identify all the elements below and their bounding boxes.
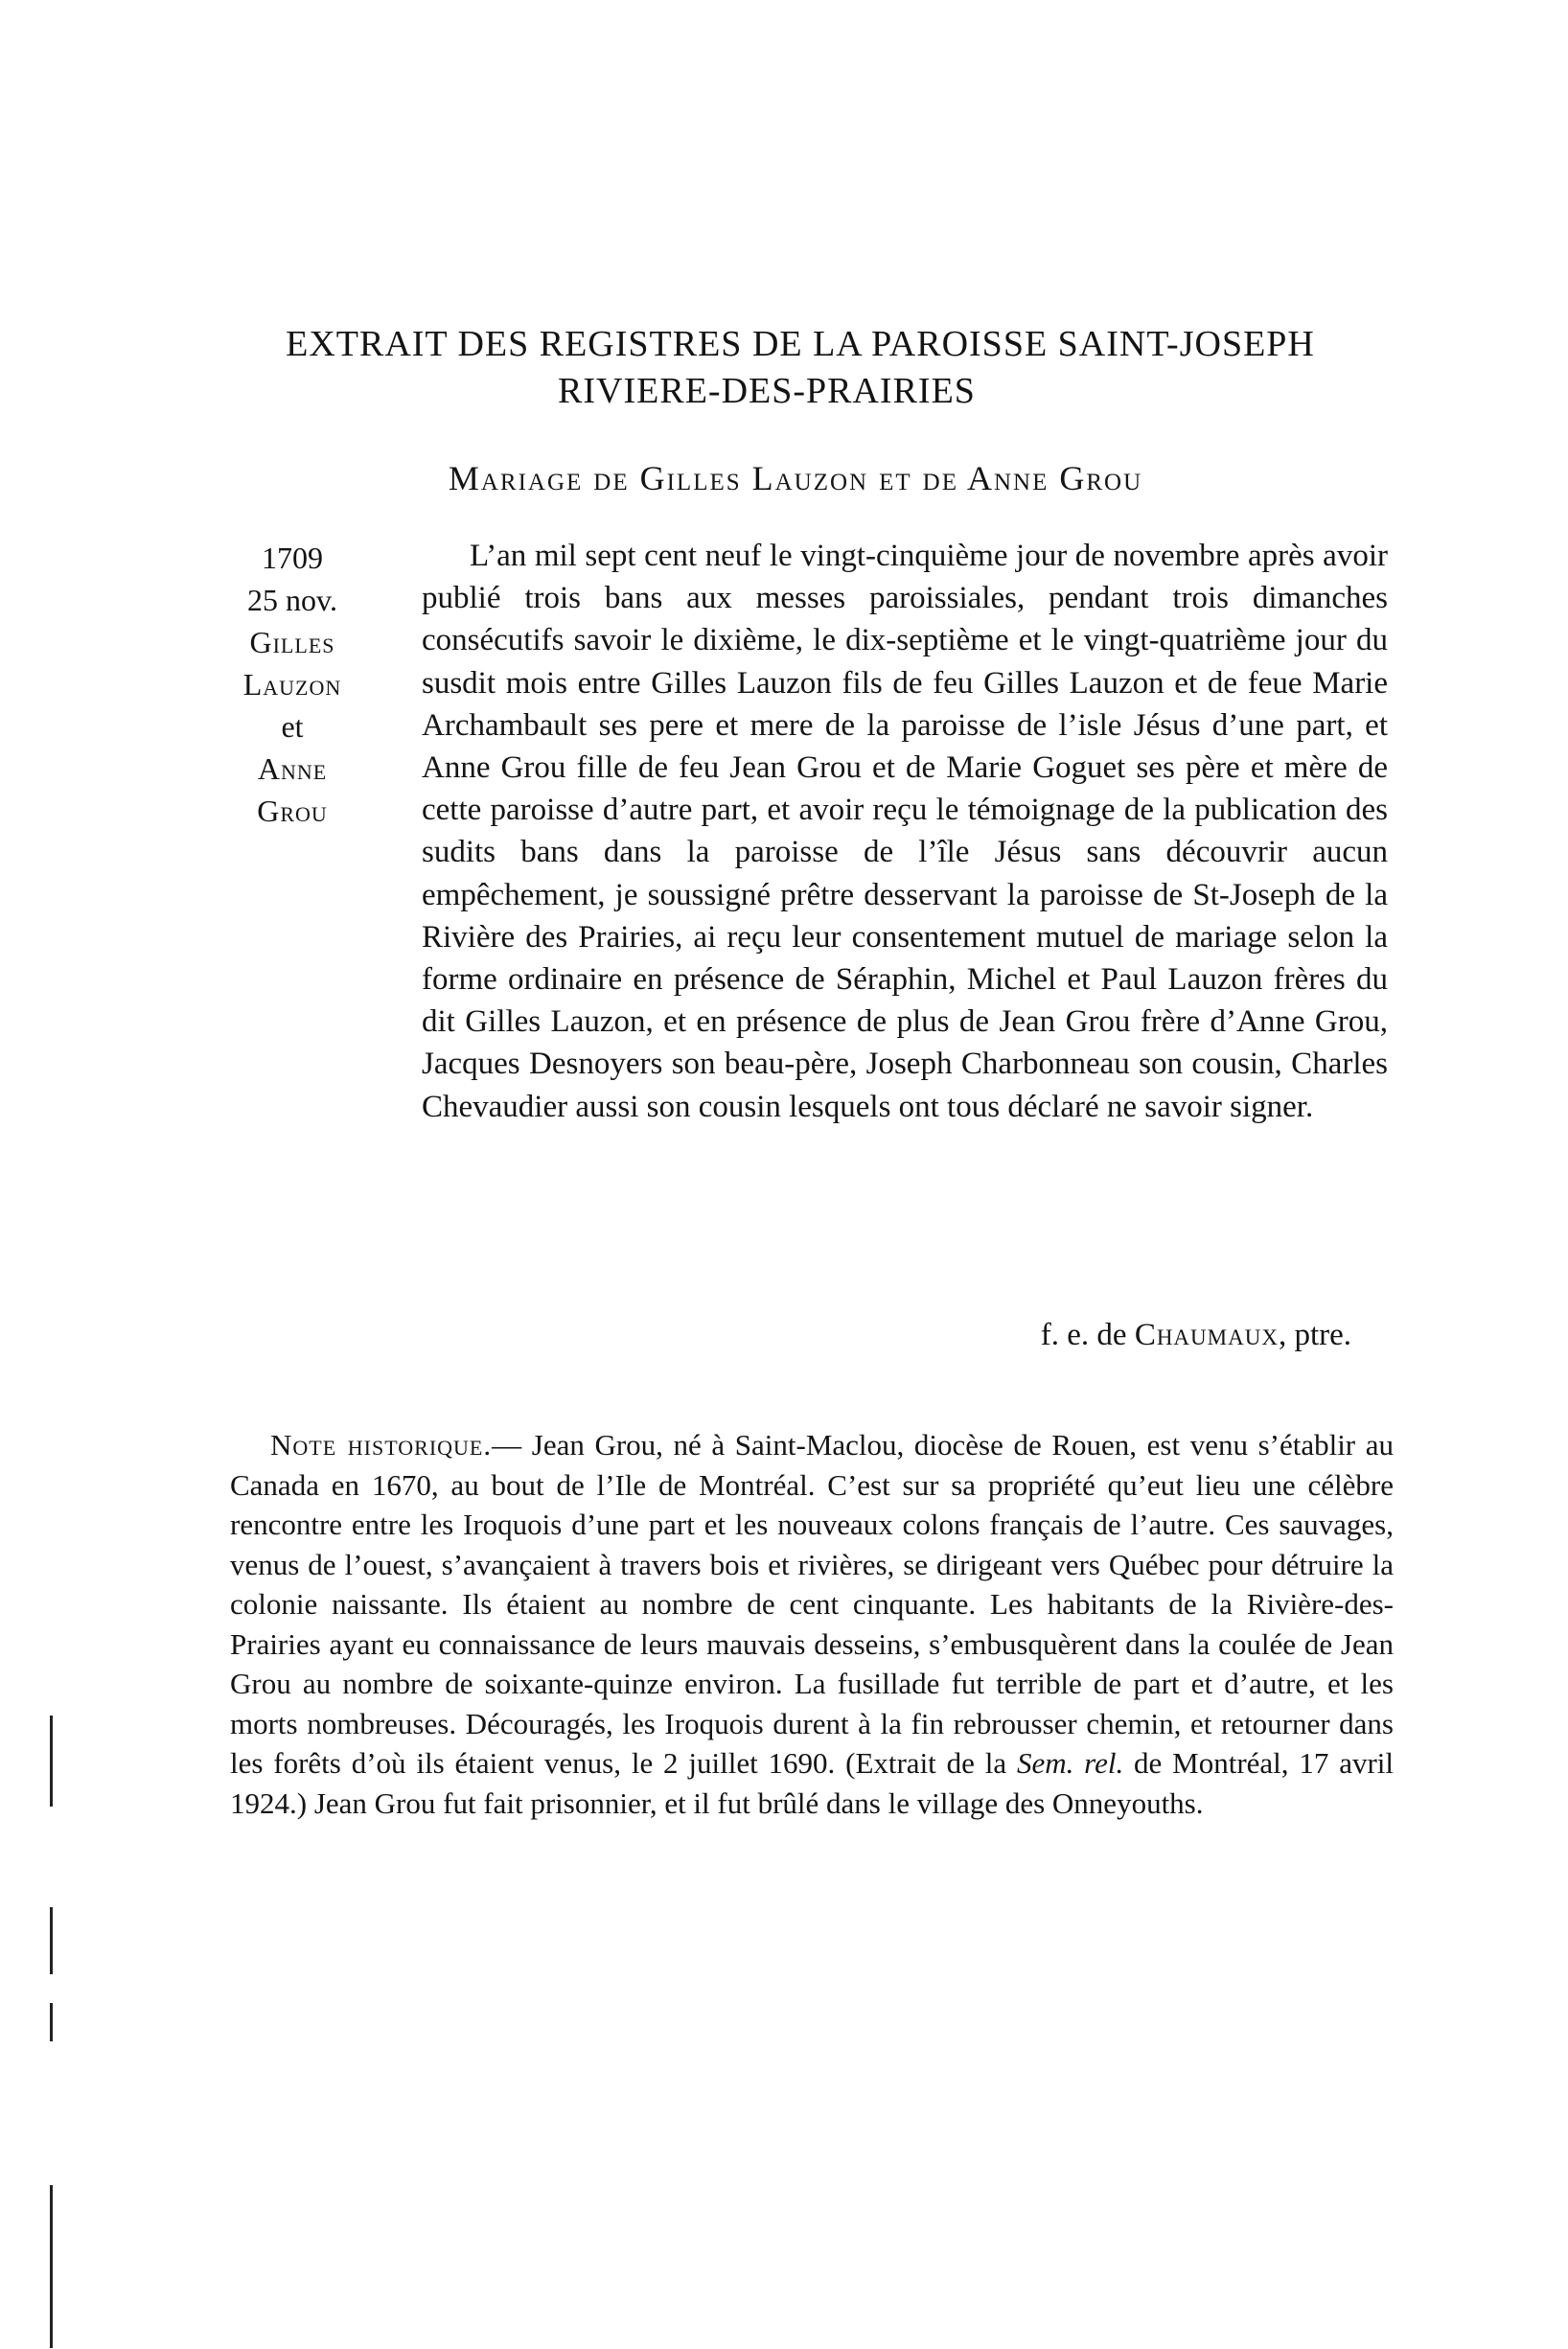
margin-groom-last-name: Lauzon [242, 667, 342, 702]
signature-name: Chaumaux [1134, 1318, 1279, 1352]
margin-bride-last-name: Grou [257, 794, 328, 828]
scan-edge-mark [50, 1716, 53, 1807]
marriage-record-text: L’an mil sept cent neuf le vingt-cinquième jour de novembre après avoir publié trois bans aux messes paroissiales, pendant trois dimanches consécutifs savoir le dixième, le dix-septième et le vingt-quatrième jour du susdit mois entre Gilles Lauzon fils de feu Gilles Lauzon et de feue Marie Archambault ses pere et mere de la paroisse de l’isle Jésus d’une part, et Anne Grou fille de feu Jean Grou et de Marie Goguet ses père et mère de cette paroisse d’autre part, et avoir reçu le témoignage de la publication des sudits bans dans la paroisse de l’île Jésus sans découvrir aucun empêchement, je soussigné prêtre desservant la paroisse de St-Joseph de la Rivière des Prairies, ai reçu leur consentement mutuel de mariage selon la forme ordinaire en présence de Séraphin, Michel et Paul Lauzon frères du dit Gilles Lauzon, et en présence de plus de Jean Grou frère d’Anne Grou, Jacques Desnoyers son beau-père, Joseph Charbonneau son cousin, Charles Chevaudier aussi son cousin lesquels ont tous déclaré ne savoir signer. [422, 539, 1388, 1124]
note-dash: — [492, 1428, 532, 1462]
page-title: EXTRAIT DES REGISTRES DE LA PAROISSE SAINT-JOSEPH [286, 324, 1315, 364]
scan-edge-mark [50, 2185, 53, 2348]
scan-edge-mark [50, 1907, 53, 1974]
signature-prefix: f. e. de [1040, 1318, 1127, 1352]
note-italic-source: Sem. rel. [1016, 1746, 1124, 1780]
margin-date: 25 nov. [247, 583, 337, 617]
margin-bride-first-name: Anne [257, 751, 328, 786]
margin-conjunction: et [281, 709, 304, 744]
note-text-part2: de Montréal, 17 avril 1924.) Jean Grou fut fait prisonnier, et il fut brûlé dans le village des Onneyouths. [230, 1746, 1395, 1820]
margin-groom-first-name: Gilles [249, 625, 335, 659]
scan-edge-mark [50, 2003, 53, 2041]
signature-suffix: , ptre. [1278, 1318, 1351, 1352]
margin-year: 1709 [262, 541, 323, 575]
margin-annotation [211, 537, 374, 832]
signature-line [863, 1318, 1351, 1353]
historical-note [230, 1425, 1394, 1823]
page-title-line2: RIVIERE-DES-PRAIRIES [558, 371, 976, 411]
note-label: Note historique. [270, 1428, 493, 1462]
section-subtitle: Mariage de Gilles Lauzon et de Anne Grou [448, 459, 1143, 497]
note-text-part1: Jean Grou, né à Saint-Maclou, diocèse de Rouen, est venu s’établir au Canada en 1670, au bout de l’Ile de Montréal. C’est sur sa propriété qu’eut lieu une célèbre rencontre entre les Iroquois d’une part et les nouveaux colons français de l’autre. Ces sauvages, venus de l’ouest, s’avançaient à travers bois et rivières, se dirigeant vers Québec pour détruire la colonie naissante. Ils étaient au nombre de cent cinquante. Les habitants de la Rivière-des-Prairies ayant eu connaissance de leurs mauvais desseins, s’embusquèrent dans la coulée de Jean Grou au nombre de soixante-quinze environ. La fusillade fut terrible de part et d’autre, et les morts nombreuses. Découragés, les Iroquois durent à la fin rebrousser chemin, et retourner dans les forêts d’où ils étaient venus, le 2 juillet 1690. (Extrait de la [230, 1428, 1395, 1780]
